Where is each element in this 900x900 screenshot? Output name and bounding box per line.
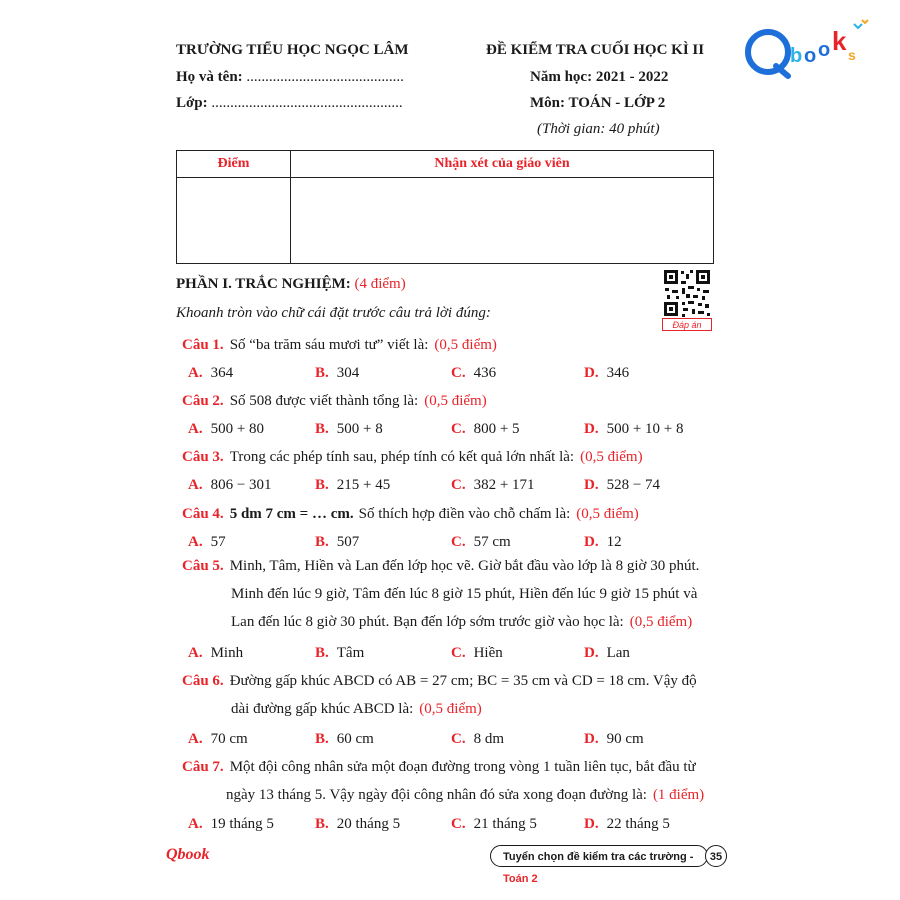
option-letter: B. — [315, 731, 329, 747]
question-label: Câu 6. — [182, 673, 224, 689]
option-letter: A. — [188, 731, 203, 747]
exam-title: ĐỀ KIỂM TRA CUỐI HỌC KÌ II — [486, 42, 705, 58]
question-points: (0,5 điểm) — [629, 614, 693, 630]
svg-text:s: s — [848, 47, 856, 63]
question-points: (0,5 điểm) — [419, 701, 482, 717]
section-points: (4 điểm) — [354, 276, 406, 292]
option-c[interactable] — [451, 534, 511, 551]
option-d[interactable] — [584, 645, 630, 662]
option-letter: C. — [451, 365, 466, 381]
option-text: Lan — [606, 645, 630, 661]
question-text: Đường gấp khúc ABCD có AB = 27 cm; BC = 35 cm và CD = 18 cm. Vậy độ — [229, 673, 697, 689]
option-text: 500 + 80 — [210, 421, 265, 437]
option-text: 500 + 8 — [336, 421, 383, 437]
option-letter: C. — [451, 816, 466, 832]
option-d[interactable] — [584, 421, 684, 438]
qbooks-logo — [742, 14, 882, 84]
svg-text:k: k — [832, 26, 847, 56]
option-letter: D. — [584, 534, 599, 550]
option-letter: B. — [315, 816, 329, 832]
option-letter: B. — [315, 365, 329, 381]
question-5-line-2: Minh đến lúc 9 giờ, Tâm đến lúc 8 giờ 15 phút, Hiền đến lúc 9 giờ 15 phút và — [231, 586, 698, 602]
option-letter: B. — [315, 645, 329, 661]
question-label: Câu 2. — [182, 393, 224, 409]
footer-series-text: Tuyển chọn đề kiểm tra các trường - — [503, 851, 694, 863]
option-text: Tâm — [336, 645, 365, 661]
question-2 — [182, 393, 487, 410]
svg-text:o: o — [818, 39, 831, 61]
qr-answer-label: Đáp án — [662, 318, 712, 331]
question-text: Minh, Tâm, Hiền và Lan đến lớp học vẽ. Giờ bắt đầu vào lớp là 8 giờ 30 phút. — [229, 558, 700, 574]
option-text: 215 + 45 — [336, 477, 391, 493]
option-d[interactable] — [584, 477, 660, 494]
option-b[interactable] — [315, 534, 359, 551]
option-letter: A. — [188, 534, 203, 550]
question-1 — [182, 337, 497, 354]
question-text: dài đường gấp khúc ABCD là: — [231, 701, 414, 717]
option-text: 364 — [210, 365, 234, 381]
option-letter: C. — [451, 645, 466, 661]
option-c[interactable] — [451, 477, 535, 494]
option-letter: A. — [188, 421, 203, 437]
option-letter: C. — [451, 421, 466, 437]
option-a[interactable] — [188, 477, 272, 494]
option-a[interactable] — [188, 645, 243, 662]
option-b[interactable] — [315, 421, 383, 438]
question-3 — [182, 449, 643, 466]
option-text: 20 tháng 5 — [336, 816, 401, 832]
question-5 — [182, 558, 699, 575]
question-7-line-2 — [226, 787, 704, 804]
option-letter: D. — [584, 477, 599, 493]
question-points: (1 điểm) — [652, 787, 705, 803]
option-d[interactable] — [584, 731, 644, 748]
score-cell[interactable] — [177, 178, 291, 264]
option-d[interactable] — [584, 816, 670, 833]
option-b[interactable] — [315, 365, 359, 382]
subject: Môn: TOÁN - LỚP 2 — [530, 95, 666, 111]
question-text: Lan đến lúc 8 giờ 30 phút. Bạn đến lớp sớm trước giờ vào học là: — [231, 614, 624, 630]
class-label: Lớp: — [176, 95, 208, 111]
footer-series — [490, 845, 708, 885]
option-text: 57 cm — [473, 534, 511, 550]
option-text: 806 − 301 — [210, 477, 272, 493]
option-letter: D. — [584, 421, 599, 437]
option-letter: A. — [188, 365, 203, 381]
question-text: Số “ba trăm sáu mươi tư” viết là: — [229, 337, 429, 353]
option-text: Hiền — [473, 645, 503, 661]
option-c[interactable] — [451, 731, 504, 748]
option-letter: D. — [584, 816, 599, 832]
option-text: 528 − 74 — [606, 477, 661, 493]
option-b[interactable] — [315, 645, 364, 662]
class-line — [176, 95, 403, 112]
question-6-line-2 — [231, 701, 482, 718]
score-header: Điểm — [177, 151, 291, 178]
question-bold-text: 5 dm 7 cm = … cm. — [229, 506, 354, 522]
name-label: Họ và tên: — [176, 69, 243, 85]
qr-code-icon[interactable] — [662, 268, 712, 318]
school-year: Năm học: 2021 - 2022 — [530, 69, 669, 85]
option-a[interactable] — [188, 365, 233, 382]
option-letter: A. — [188, 477, 203, 493]
comment-header: Nhận xét của giáo viên — [291, 151, 714, 178]
question-label: Câu 3. — [182, 449, 224, 465]
section-title: PHẦN I. TRẮC NGHIỆM: — [176, 276, 351, 292]
school-name: TRƯỜNG TIỂU HỌC NGỌC LÂM — [176, 42, 409, 58]
option-text: 8 dm — [473, 731, 505, 747]
time-limit: (Thời gian: 40 phút) — [537, 121, 660, 137]
option-c[interactable] — [451, 365, 496, 382]
question-label: Câu 1. — [182, 337, 224, 353]
question-label: Câu 7. — [182, 759, 224, 775]
question-text: Một đội công nhân sửa một đoạn đường trong vòng 1 tuần liên tục, bắt đầu từ — [229, 759, 696, 775]
question-label: Câu 4. — [182, 506, 224, 522]
comment-cell[interactable] — [291, 178, 714, 264]
page-number: 35 — [705, 845, 727, 867]
question-points: (0,5 điểm) — [434, 337, 497, 353]
option-letter: B. — [315, 477, 329, 493]
svg-text:b: b — [790, 45, 803, 67]
footer-logo: Qbook — [166, 846, 210, 863]
option-text: Minh — [210, 645, 244, 661]
option-d[interactable] — [584, 534, 622, 551]
question-points: (0,5 điểm) — [424, 393, 487, 409]
student-name-line — [176, 69, 404, 86]
option-c[interactable] — [451, 421, 520, 438]
option-text: 436 — [473, 365, 497, 381]
option-letter: C. — [451, 477, 466, 493]
option-text: 346 — [606, 365, 630, 381]
section-instruction: Khoanh tròn vào chữ cái đặt trước câu trả lời đúng: — [176, 305, 491, 321]
option-text: 304 — [336, 365, 360, 381]
option-text: 21 tháng 5 — [473, 816, 537, 832]
section-heading — [176, 276, 406, 293]
option-letter: D. — [584, 645, 599, 661]
option-b[interactable] — [315, 477, 390, 494]
question-text: ngày 13 tháng 5. Vậy ngày đội công nhân đó sửa xong đoạn đường là: — [226, 787, 647, 803]
name-dots: .......................................... — [246, 69, 404, 85]
grade-table — [176, 150, 714, 264]
option-text: 800 + 5 — [473, 421, 520, 437]
option-text: 22 tháng 5 — [606, 816, 670, 832]
option-text: 57 — [210, 534, 226, 550]
svg-text:o: o — [804, 45, 817, 67]
option-letter: D. — [584, 365, 599, 381]
question-points: (0,5 điểm) — [576, 506, 639, 522]
question-6 — [182, 673, 697, 690]
option-letter: D. — [584, 731, 599, 747]
option-b[interactable] — [315, 816, 400, 833]
option-text: 500 + 10 + 8 — [606, 421, 684, 437]
class-dots: ................................................... — [211, 95, 403, 111]
option-text: 507 — [336, 534, 360, 550]
option-c[interactable] — [451, 645, 503, 662]
footer-series-subject: Toán 2 — [503, 873, 538, 885]
question-text: Số 508 được viết thành tổng là: — [229, 393, 419, 409]
option-text: 70 cm — [210, 731, 248, 747]
option-text: 382 + 171 — [473, 477, 535, 493]
option-text: 90 cm — [606, 731, 644, 747]
option-d[interactable] — [584, 365, 629, 382]
option-a[interactable] — [188, 534, 226, 551]
option-text: 12 — [606, 534, 622, 550]
option-a[interactable] — [188, 421, 264, 438]
question-7 — [182, 759, 696, 776]
option-b[interactable] — [315, 731, 374, 748]
question-5-line-3 — [231, 614, 692, 631]
option-letter: B. — [315, 534, 329, 550]
question-text: Trong các phép tính sau, phép tính có kết quả lớn nhất là: — [229, 449, 575, 465]
option-letter: C. — [451, 534, 466, 550]
option-letter: C. — [451, 731, 466, 747]
question-label: Câu 5. — [182, 558, 224, 574]
option-text: 60 cm — [336, 731, 374, 747]
option-a[interactable] — [188, 816, 274, 833]
question-text: Số thích hợp điền vào chỗ chấm là: — [358, 506, 571, 522]
option-text: 19 tháng 5 — [210, 816, 274, 832]
question-4 — [182, 506, 639, 523]
option-letter: A. — [188, 645, 203, 661]
option-a[interactable] — [188, 731, 248, 748]
option-c[interactable] — [451, 816, 537, 833]
option-letter: A. — [188, 816, 203, 832]
question-points: (0,5 điểm) — [580, 449, 643, 465]
option-letter: B. — [315, 421, 329, 437]
